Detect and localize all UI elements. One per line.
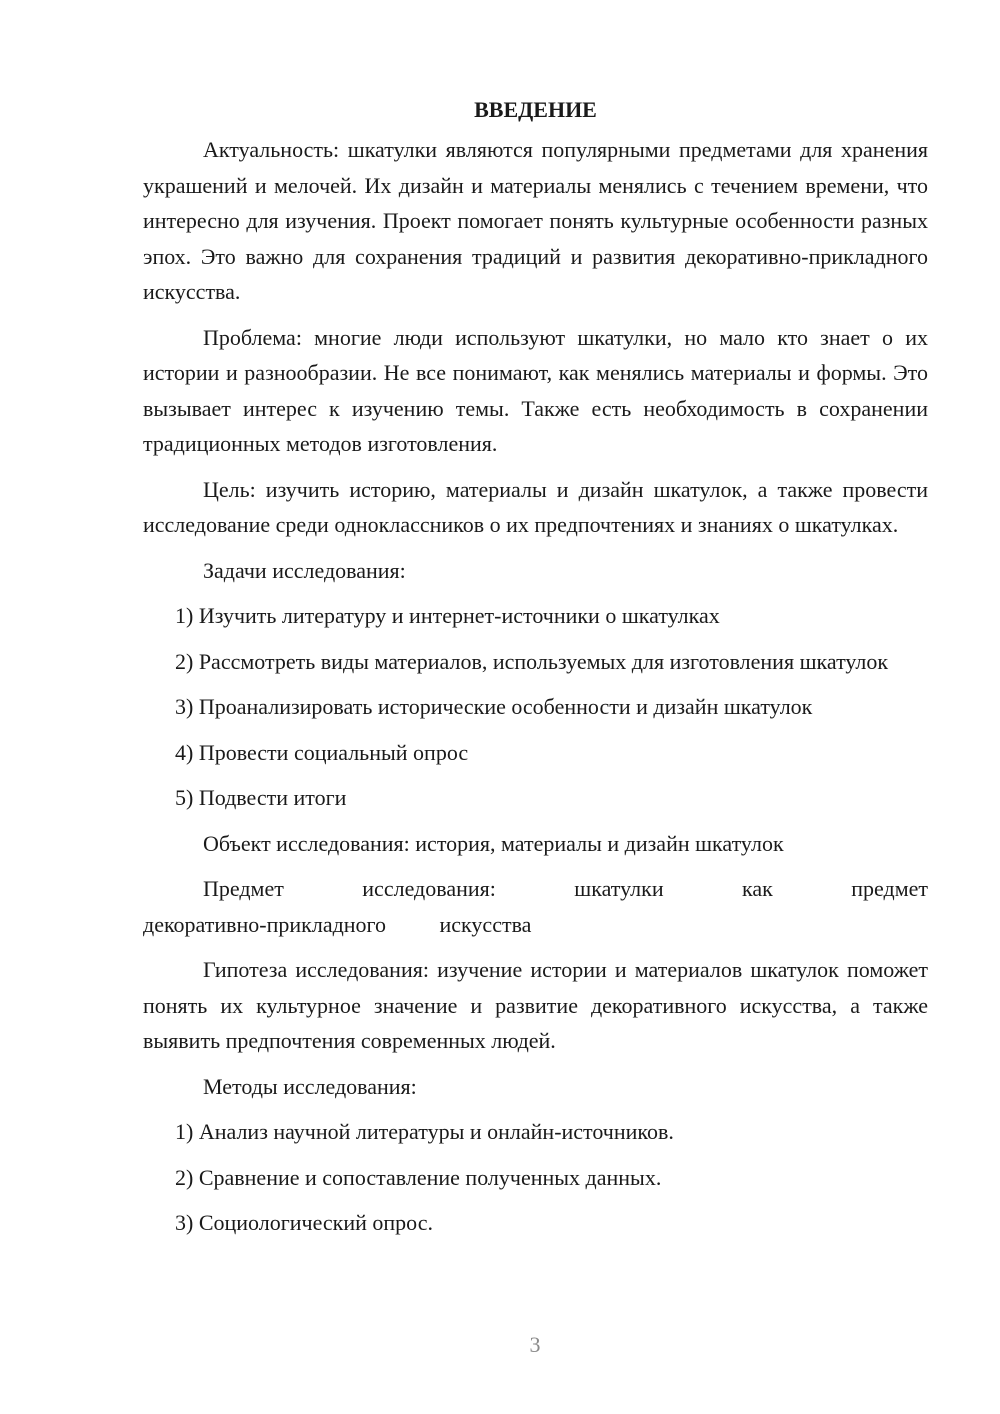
methods-heading: Методы исследования: xyxy=(203,1073,417,1099)
document-page xyxy=(143,92,928,1251)
hypothesis-paragraph: Гипотеза исследования: изучение истории и материалов шкатулок поможет понять их культурное значение и развитие декоративного искусства, а также выявить предпочтения современных людей. xyxy=(143,957,928,1053)
method-item: 3) Социологический опрос. xyxy=(175,1210,433,1235)
method-item: 2) Сравнение и сопоставление полученных данных. xyxy=(175,1164,662,1190)
task-item: 4) Провести социальный опрос xyxy=(175,739,469,765)
page-number: 3 xyxy=(529,1332,541,1357)
method-item: 1) Анализ научной литературы и онлайн-источников. xyxy=(175,1119,674,1144)
object-paragraph: Объект исследования: история, материалы и дизайн шкатулок xyxy=(203,830,784,856)
task-item: 3) Проанализировать исторические особенности и дизайн шкатулок xyxy=(175,694,813,719)
tasks-heading: Задачи исследования: xyxy=(203,557,406,583)
relevance-paragraph: Актуальность: шкатулки являются популярными предметами для хранения украшений и мелочей. Их дизайн и материалы менялись с течением времени, что интересно для изучения. Проект помогает понять культурные особенности разных эпох. Это важно для сохранения традиций и развития декоративно-прикладного искусства. xyxy=(143,137,928,304)
task-item: 1) Изучить литературу и интернет-источники о шкатулках xyxy=(175,603,720,628)
problem-paragraph: Проблема: многие люди используют шкатулки, но мало кто знает о их истории и разнообразии. Не все понимают, как менялись материалы и формы. Это вызывает интерес к изучению темы. Также есть необходимость в сохранении традиционных методов изготовления. xyxy=(143,324,928,456)
goal-paragraph: Цель: изучить историю, материалы и дизайн шкатулок, а также провести исследование среди одноклассников о их предпочтениях и знаниях о шкатулках. xyxy=(143,476,928,537)
subject-paragraph: Предмет исследования: шкатулки как предмет декоративно-прикладного искусства xyxy=(143,876,928,937)
task-item: 2) Рассмотреть виды материалов, используемых для изготовления шкатулок xyxy=(175,648,889,674)
task-item: 5) Подвести итоги xyxy=(175,785,347,810)
section-title: ВВЕДЕНИЕ xyxy=(474,97,597,122)
